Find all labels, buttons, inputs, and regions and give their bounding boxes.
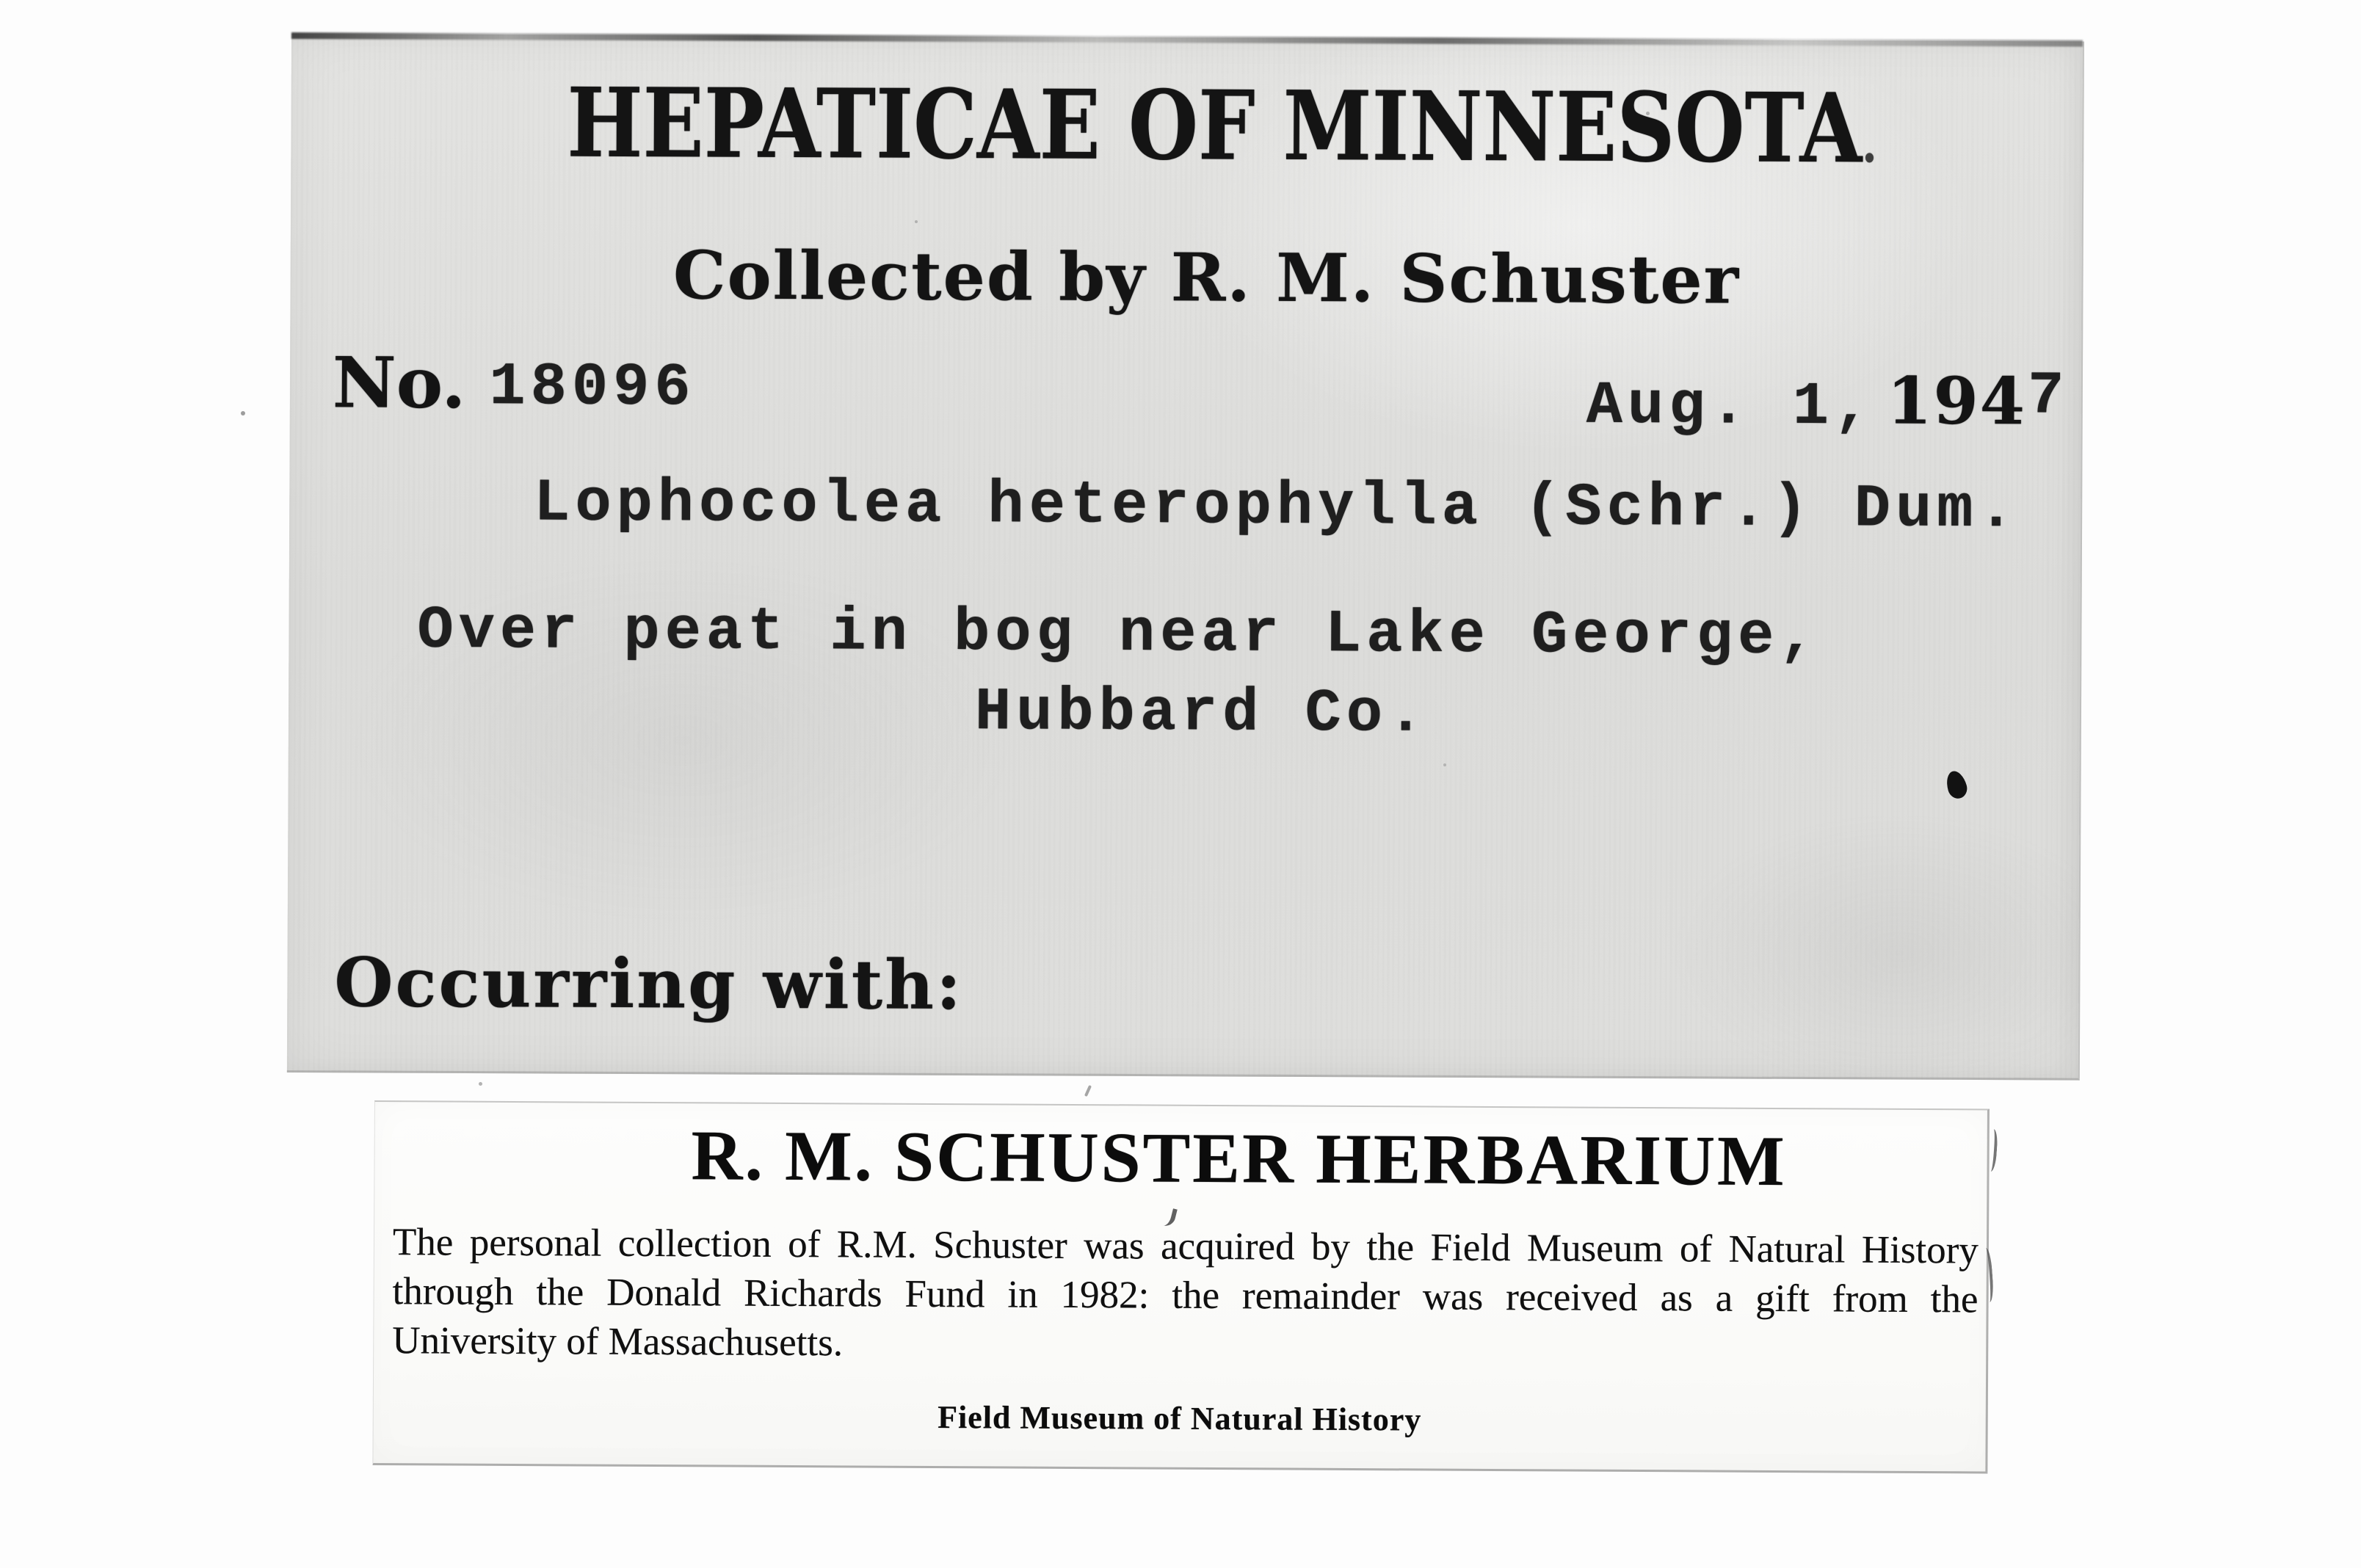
word: gift — [1755, 1277, 1810, 1321]
word: a — [1715, 1277, 1733, 1320]
herbarium-paragraph — [392, 1218, 1979, 1373]
dust-speck — [1646, 112, 1650, 115]
specimen-title-text: HEPATICAE OF MINNESOTA — [566, 66, 1863, 185]
herbarium-label — [372, 1100, 1990, 1474]
word: from — [1832, 1277, 1908, 1321]
word: was — [1084, 1224, 1145, 1268]
word: Richards — [743, 1271, 882, 1315]
date-typed: Aug. 1, — [1586, 371, 1876, 442]
specimen-number-group — [332, 342, 696, 425]
paragraph-line-1 — [393, 1218, 1979, 1275]
word: 1982: — [1060, 1273, 1150, 1317]
dust-speck — [1443, 763, 1446, 766]
word: through — [392, 1270, 514, 1313]
word: History — [1861, 1228, 1979, 1272]
word: in — [1007, 1273, 1038, 1316]
herbarium-footer: Field Museum of Natural History — [937, 1399, 1422, 1438]
specimen-label — [287, 34, 2084, 1081]
habitat-line-1: Over peat in bog near Lake George, — [417, 596, 1821, 672]
dust-speck — [1084, 1085, 1092, 1097]
date-year-printed: 194 — [1887, 362, 2027, 440]
dust-speck — [915, 220, 918, 223]
word: R.M. — [836, 1223, 917, 1266]
paragraph-line-3: University of Massachusetts. — [392, 1319, 844, 1365]
collection-date-group — [1586, 362, 2070, 442]
word: the — [1930, 1278, 1979, 1321]
word: Schuster — [933, 1223, 1067, 1267]
word: the — [1366, 1226, 1415, 1269]
word: Fund — [904, 1272, 985, 1316]
species-name: Lophocolea heterophylla (Schr.) Dum. — [534, 469, 2020, 545]
word: was — [1422, 1275, 1484, 1318]
word: the — [536, 1271, 584, 1314]
word: of — [788, 1222, 821, 1266]
word: Donald — [606, 1271, 722, 1315]
word: Field — [1430, 1226, 1511, 1270]
dust-speck — [241, 411, 245, 415]
word: received — [1506, 1276, 1638, 1320]
word: The — [392, 1221, 454, 1264]
number-prefix-label: No. — [332, 342, 466, 425]
specimen-title-period: . — [1861, 113, 1877, 175]
word: as — [1660, 1277, 1693, 1320]
date-year-typed-digit: 7 — [2027, 362, 2070, 431]
word: remainder — [1241, 1274, 1400, 1318]
word: Museum — [1526, 1227, 1664, 1271]
word: by — [1310, 1225, 1351, 1268]
specimen-title — [291, 66, 2083, 185]
word: collection — [617, 1222, 772, 1266]
word: Natural — [1728, 1227, 1846, 1271]
word: the — [1172, 1274, 1220, 1318]
dust-speck — [479, 1082, 482, 1086]
collected-by-line: Collected by R. M. Schuster — [672, 236, 1741, 319]
word: of — [1679, 1227, 1713, 1271]
word: acquired — [1160, 1224, 1295, 1268]
number-value: 18096 — [489, 353, 696, 423]
occurring-with-label: Occurring with: — [334, 943, 964, 1026]
word: personal — [469, 1221, 602, 1265]
herbarium-title: R. M. SCHUSTER HERBARIUM — [691, 1116, 1787, 1201]
habitat-line-2: Hubbard Co. — [974, 678, 1429, 749]
paragraph-line-2 — [392, 1267, 1978, 1324]
